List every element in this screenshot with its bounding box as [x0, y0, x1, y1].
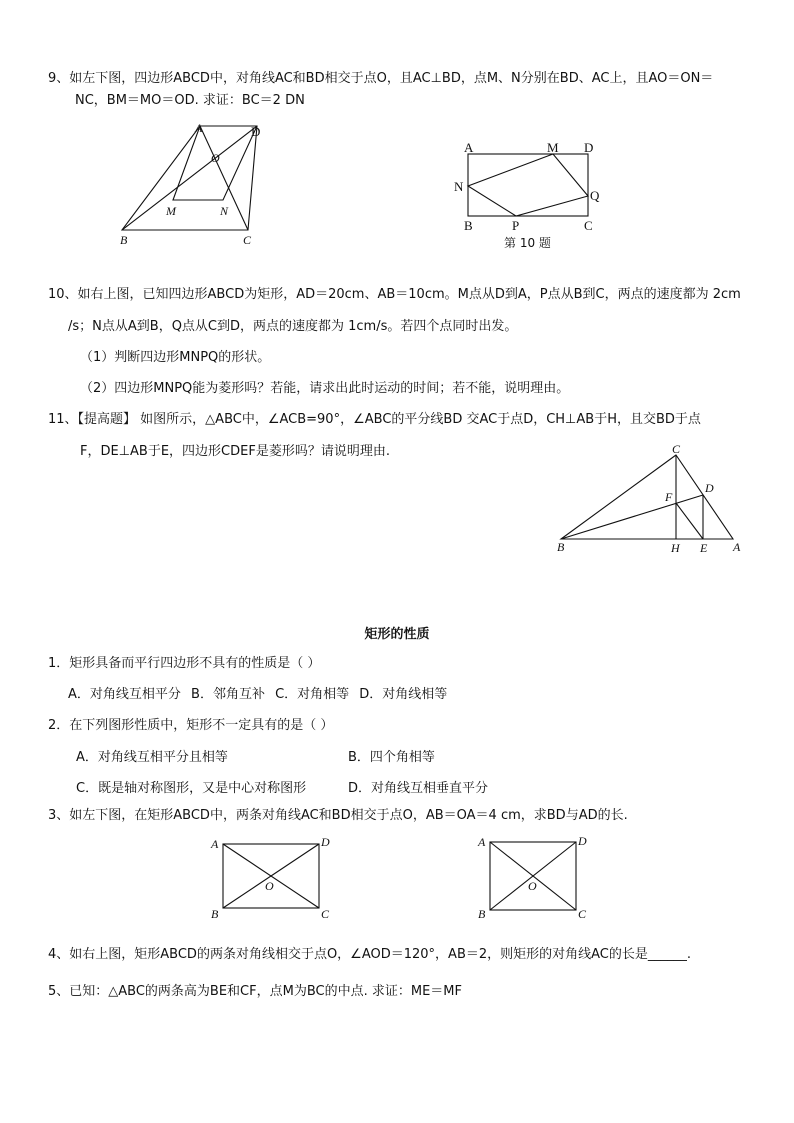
q11-bisector-bd — [561, 495, 703, 539]
q11-label-h: H — [671, 541, 680, 555]
q10-label-d: D — [584, 140, 594, 155]
r3-label-c: C — [321, 907, 330, 921]
r3-label-a: A — [211, 837, 219, 851]
q10-label-p: P — [512, 218, 520, 233]
r3-stem: 3、如左下图，在矩形ABCD中，两条对角线AC和BD相交于点O，AB＝OA＝4 cm，求BD与AD的长. — [48, 808, 628, 823]
q11-label-f: F — [665, 490, 673, 504]
q10-label-a: A — [464, 140, 474, 155]
r1-stem: 1．矩形具备而平行四边形不具有的性质是（ ） — [48, 656, 321, 671]
q10-quad-mnpq — [468, 154, 588, 216]
q10-label-m: M — [547, 140, 559, 155]
r2-option-d: D．对角线互相垂直平分 — [348, 781, 489, 796]
r4-label-o: O — [528, 879, 537, 893]
q10-line-2: /s；N点从A到B，Q点从C到D，两点的速度都为 1cm/s。若四个点同时出发。 — [68, 319, 518, 334]
r3-figure — [205, 832, 340, 922]
q11-label-e: E — [700, 541, 708, 555]
r4-answer-blank: ______ — [647, 947, 687, 962]
r1-options: A．对角线互相平分 B．邻角互补 C．对角相等 D．对角线相等 — [68, 687, 448, 702]
r3-label-o: O — [265, 879, 274, 893]
q10-sub-2: （2）四边形MNPQ能为菱形吗？若能，请求出此时运动的时间；若不能，说明理由。 — [80, 381, 570, 396]
r5-stem: 5、已知：△ABC的两条高为BE和CF，点M为BC的中点. 求证：ME＝MF — [48, 984, 462, 999]
q9-diagonal-bd — [122, 126, 257, 230]
q11-figure — [555, 442, 750, 557]
r4-label-a: A — [478, 835, 486, 849]
q9-label-a: A — [195, 121, 203, 135]
q11-triangle — [561, 455, 733, 539]
q10-caption: 第 10 题 — [504, 236, 551, 250]
r4-stem-line — [48, 946, 691, 964]
q9-label-n: N — [220, 204, 229, 218]
q10-label-n: N — [454, 179, 464, 194]
q10-label-c: C — [584, 218, 593, 233]
q11-line-1: 11、【提高题】 如图所示，△ABC中，∠ACB=90°，∠ABC的平分线BD 交AC于点D，CH⊥AB于H，且交BD于点 — [48, 412, 701, 427]
r3-label-d: D — [321, 835, 330, 849]
r2-option-b: B．四个角相等 — [348, 750, 435, 765]
r4-stem-end: . — [686, 947, 692, 962]
r4-stem: 4、如右上图，矩形ABCD的两条对角线相交于点O，∠AOD＝120°，AB＝2，则矩形的对角线AC的长是 — [48, 947, 648, 962]
q9-line-1: 9、如左下图，四边形ABCD中，对角线AC和BD相交于点O，且AC⊥BD，点M、N分别在BD、AC上，且AO＝ON＝ — [48, 71, 714, 86]
q9-figure — [110, 118, 280, 248]
section-title: 矩形的性质 — [364, 627, 430, 642]
q11-label-a: A — [733, 540, 741, 554]
q9-label-d: D — [251, 124, 261, 139]
q10-sub-1: （1）判断四边形MNPQ的形状。 — [80, 350, 271, 365]
q9-label-b: B — [120, 233, 128, 247]
r2-option-c: C．既是轴对称图形，又是中心对称图形 — [76, 781, 307, 796]
q11-segment-fe — [676, 503, 703, 539]
q9-label-m: M — [166, 204, 176, 218]
r2-option-a: A．对角线互相平分且相等 — [76, 750, 228, 765]
q10-line-1: 10、如右上图，已知四边形ABCD为矩形，AD＝20cm、AB＝10cm。M点从D到A，P点从B到C，两点的速度都为 2cm — [48, 287, 741, 302]
r4-label-b: B — [478, 907, 486, 921]
r4-label-c: C — [578, 907, 587, 921]
q11-label-d: D — [705, 481, 714, 495]
q9-line-2: NC，BM＝MO＝OD. 求证：BC＝2 DN — [75, 93, 305, 108]
q10-label-b: B — [464, 218, 473, 233]
r2-stem: 2．在下列图形性质中，矩形不一定具有的是（ ） — [48, 718, 334, 733]
q9-label-o: O — [211, 151, 220, 165]
q11-label-c: C — [672, 442, 681, 456]
q9-label-c: C — [243, 233, 252, 247]
r4-label-d: D — [578, 834, 587, 848]
r4-figure — [474, 832, 609, 922]
q10-figure — [450, 138, 610, 250]
q10-label-q: Q — [590, 188, 600, 203]
q11-line-2: F，DE⊥AB于E，四边形CDEF是菱形吗？请说明理由. — [80, 444, 390, 459]
r3-label-b: B — [211, 907, 219, 921]
q11-label-b: B — [557, 540, 565, 554]
